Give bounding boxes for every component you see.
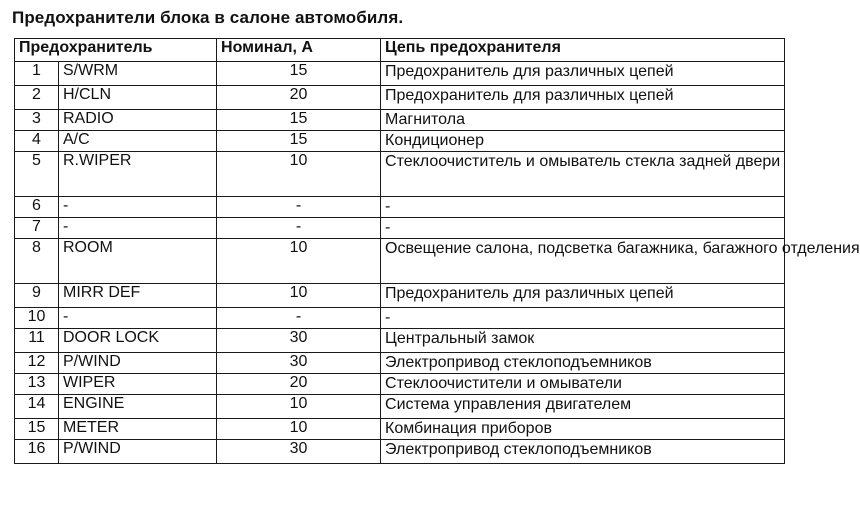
fuse-rating: 30 bbox=[217, 353, 381, 374]
fuse-number: 13 bbox=[15, 374, 59, 395]
table-row bbox=[15, 329, 785, 353]
fuse-rating: 30 bbox=[217, 329, 381, 353]
fuse-name: DOOR LOCK bbox=[59, 329, 217, 353]
fuse-rating: 20 bbox=[217, 86, 381, 110]
fuse-circuit: Центральный замок bbox=[381, 329, 785, 353]
fuse-rating: - bbox=[217, 197, 381, 218]
fuse-circuit: Электропривод стеклоподъемников bbox=[381, 353, 785, 374]
fuse-circuit: Стеклоочиститель и омыватель стекла задней двери bbox=[381, 152, 785, 197]
fuse-rating: - bbox=[217, 218, 381, 239]
fuse-name: H/CLN bbox=[59, 86, 217, 110]
fuse-rating: 15 bbox=[217, 131, 381, 152]
fuse-name: RADIO bbox=[59, 110, 217, 131]
fuse-number: 7 bbox=[15, 218, 59, 239]
fuse-circuit: Кондиционер bbox=[381, 131, 785, 152]
fuse-name: R.WIPER bbox=[59, 152, 217, 197]
fuse-number: 9 bbox=[15, 284, 59, 308]
fuse-name: P/WIND bbox=[59, 440, 217, 464]
header-rating: Номинал, А bbox=[217, 39, 381, 62]
fuse-name: - bbox=[59, 308, 217, 329]
table-row bbox=[15, 395, 785, 419]
fuse-name: - bbox=[59, 218, 217, 239]
fuse-rating: 10 bbox=[217, 152, 381, 197]
fuse-name: S/WRM bbox=[59, 62, 217, 86]
page-title: Предохранители блока в салоне автомобиля. bbox=[12, 8, 404, 27]
fuse-circuit: Предохранитель для различных цепей bbox=[381, 62, 785, 86]
fuse-rating: 30 bbox=[217, 440, 381, 464]
fuse-circuit: - bbox=[381, 218, 785, 239]
table-row bbox=[15, 308, 785, 329]
fuse-name: A/C bbox=[59, 131, 217, 152]
fuse-circuit: Предохранитель для различных цепей bbox=[381, 284, 785, 308]
fuse-number: 16 bbox=[15, 440, 59, 464]
fuse-name: METER bbox=[59, 419, 217, 440]
fuse-circuit: Система управления двигателем bbox=[381, 395, 785, 419]
fuse-name: ENGINE bbox=[59, 395, 217, 419]
header-fuse: Предохранитель bbox=[15, 39, 217, 62]
fuse-number: 2 bbox=[15, 86, 59, 110]
fuse-number: 4 bbox=[15, 131, 59, 152]
table-row bbox=[15, 374, 785, 395]
fuse-number: 1 bbox=[15, 62, 59, 86]
fuse-circuit: Предохранитель для различных цепей bbox=[381, 86, 785, 110]
fuse-number: 3 bbox=[15, 110, 59, 131]
table-row bbox=[15, 152, 785, 197]
table-row bbox=[15, 197, 785, 218]
fuse-name: P/WIND bbox=[59, 353, 217, 374]
fuse-circuit: Магнитола bbox=[381, 110, 785, 131]
fuse-name: WIPER bbox=[59, 374, 217, 395]
fuse-rating: 10 bbox=[217, 395, 381, 419]
table-row bbox=[15, 419, 785, 440]
fuse-circuit: Освещение салона, подсветка багажника, багажного отделения bbox=[381, 239, 785, 284]
table-row bbox=[15, 218, 785, 239]
header-circuit: Цепь предохранителя bbox=[381, 39, 785, 62]
fuse-number: 6 bbox=[15, 197, 59, 218]
fuse-circuit: Стеклоочистители и омыватели bbox=[381, 374, 785, 395]
fuse-rating: 10 bbox=[217, 284, 381, 308]
fuse-rating: 10 bbox=[217, 419, 381, 440]
table-header-row bbox=[15, 39, 785, 62]
fuse-name: ROOM bbox=[59, 239, 217, 284]
fuse-name: MIRR DEF bbox=[59, 284, 217, 308]
fuse-number: 5 bbox=[15, 152, 59, 197]
table-row bbox=[15, 284, 785, 308]
table-row bbox=[15, 440, 785, 464]
table-row bbox=[15, 131, 785, 152]
fuse-number: 11 bbox=[15, 329, 59, 353]
fuse-circuit: - bbox=[381, 197, 785, 218]
fuse-circuit: Комбинация приборов bbox=[381, 419, 785, 440]
fuse-rating: 10 bbox=[217, 239, 381, 284]
fuse-number: 12 bbox=[15, 353, 59, 374]
fuse-rating: - bbox=[217, 308, 381, 329]
fuse-number: 15 bbox=[15, 419, 59, 440]
fuse-number: 8 bbox=[15, 239, 59, 284]
fuse-rating: 15 bbox=[217, 62, 381, 86]
fuse-rating: 20 bbox=[217, 374, 381, 395]
fuse-table bbox=[14, 38, 860, 464]
fuse-rating: 15 bbox=[217, 110, 381, 131]
table-row bbox=[15, 86, 785, 110]
table-row bbox=[15, 353, 785, 374]
table-row bbox=[15, 239, 785, 284]
fuse-circuit: Электропривод стеклоподъемников bbox=[381, 440, 785, 464]
fuse-circuit: - bbox=[381, 308, 785, 329]
table-row bbox=[15, 110, 785, 131]
table-row bbox=[15, 62, 785, 86]
fuse-number: 10 bbox=[15, 308, 59, 329]
fuse-name: - bbox=[59, 197, 217, 218]
fuse-number: 14 bbox=[15, 395, 59, 419]
